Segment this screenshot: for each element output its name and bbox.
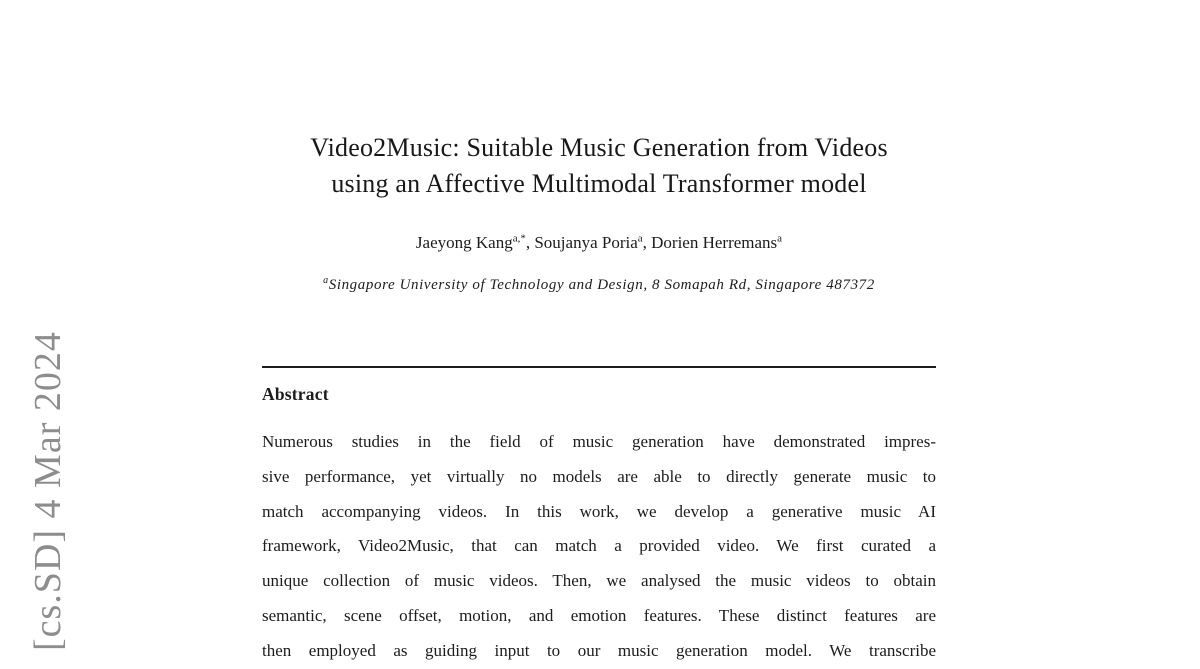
abstract-line-1: Numerous studies in the field of music generation have demonstrated impres- bbox=[262, 432, 936, 451]
author-1-name: Jaeyong Kang bbox=[415, 233, 513, 252]
abstract-line-6: semantic, scene offset, motion, and emotion features. These distinct features are bbox=[262, 605, 936, 625]
abstract-line-5: unique collection of music videos. Then, we analysed the music videos to obtain bbox=[262, 571, 936, 591]
author-3-pre: , bbox=[642, 233, 652, 252]
author-3-name: Dorien Herremans bbox=[651, 233, 778, 252]
abstract-line-3: match accompanying videos. In this work, we develop a generative music AI bbox=[262, 501, 936, 521]
abstract-line-7: then employed as guiding input to our music generation model. We transcribe bbox=[262, 640, 936, 660]
abstract-heading: Abstract bbox=[262, 384, 329, 404]
paper-title-line-2: using an Affective Multimodal Transformer model bbox=[331, 168, 867, 198]
paper-title-line-1: Video2Music: Suitable Music Generation from Videos bbox=[310, 133, 888, 162]
author-2-name: Soujanya Poria bbox=[534, 233, 638, 252]
abstract-paragraph bbox=[262, 425, 936, 669]
affiliation-text: Singapore University of Technology and Design, 8 Somapah Rd, Singapore 487372 bbox=[328, 277, 875, 293]
authors-line bbox=[262, 233, 936, 253]
abstract-line-2: sive performance, yet virtually no models are able to directly generate music to bbox=[262, 466, 936, 486]
affiliation-line bbox=[262, 277, 936, 294]
arxiv-stamp-vertical: [cs.SD] 4 Mar 2024 bbox=[27, 331, 69, 651]
author-1 bbox=[416, 233, 526, 252]
author-2-superscript: a bbox=[637, 232, 643, 245]
author-3 bbox=[643, 233, 782, 252]
abstract-separator-rule bbox=[262, 366, 936, 368]
author-3-superscript: a bbox=[777, 232, 783, 245]
author-2-pre: , bbox=[525, 233, 535, 252]
paper-title bbox=[262, 130, 936, 201]
abstract-line-4: framework, Video2Music, that can match a provided video. We first curated a bbox=[262, 536, 936, 556]
author-2 bbox=[526, 233, 643, 252]
paper-page-column bbox=[262, 0, 936, 660]
author-1-superscript: a,* bbox=[512, 232, 526, 245]
affiliation-superscript: a bbox=[323, 275, 329, 286]
